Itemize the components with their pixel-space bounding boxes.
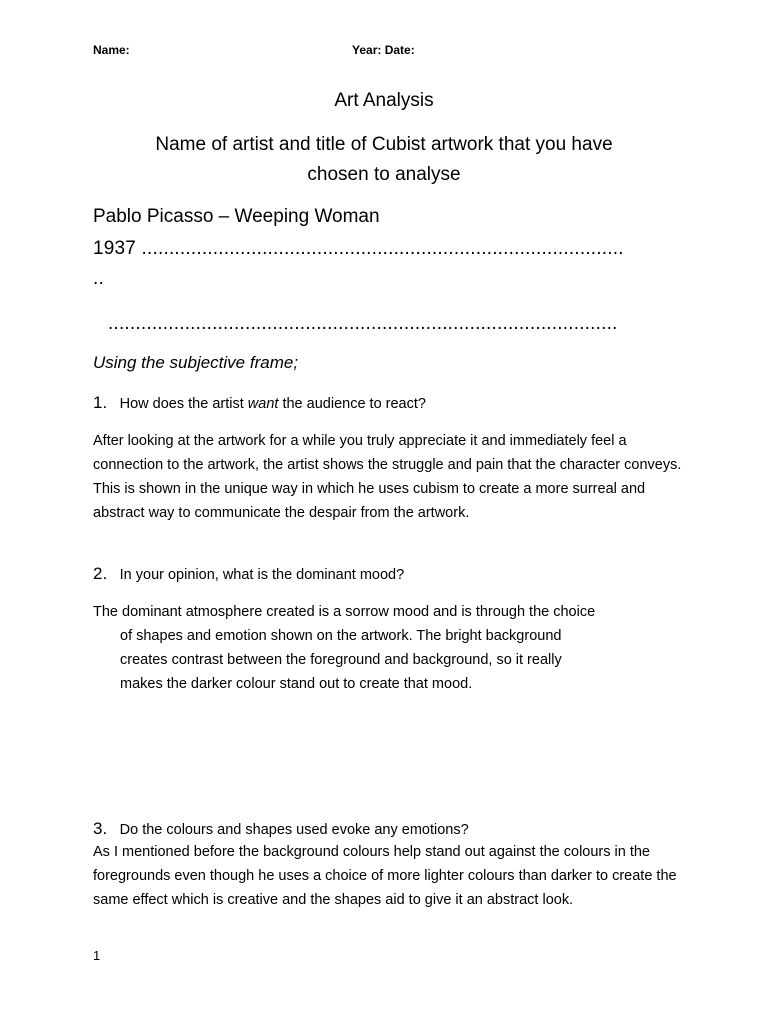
question-3 [93,819,469,839]
emphasis-word: want [247,396,279,412]
artwork-dots-line: ............................................................................................. [108,313,618,334]
page-title: Art Analysis [334,90,434,111]
year-date-label: Year: Date: [352,43,415,57]
name-label: Name: [93,43,130,57]
answer-line: The dominant atmosphere created is a sorrow mood and is through the choice [93,604,596,620]
question-number: 3. [93,819,108,838]
question-text: How does the artist want the audience to react? [119,396,426,412]
prompt-line-2: chosen to analyse [307,164,461,185]
artwork-year-line: 1937 ........................................................................................ [93,238,624,259]
question-2 [93,564,404,584]
page-number: 1 [93,948,101,963]
question-number: 2. [93,564,108,583]
frame-heading: Using the subjective frame; [93,353,299,372]
question-text: Do the colours and shapes used evoke any emotions? [119,822,469,838]
answer-line: makes the darker colour stand out to create that mood. [120,676,473,692]
answer-line: of shapes and emotion shown on the artwork. The bright background [120,628,562,644]
question-text: In your opinion, what is the dominant mood? [119,567,405,583]
answer-3: As I mentioned before the background colours help stand out against the colours in the foregrounds even though he uses a choice of more lighter colours than darker to create the same effect which is creative and the shapes aid to give it an abstract look. [93,844,677,908]
question-1 [93,393,426,413]
question-number: 1. [93,393,108,412]
artwork-dots-continued: .. [93,268,104,289]
answer-2 [93,600,693,696]
answer-line: creates contrast between the foreground and background, so it really [120,652,562,668]
prompt-line-1: Name of artist and title of Cubist artwork that you have [155,134,613,155]
answer-1: After looking at the artwork for a while you truly appreciate it and immediately feel a connection to the artwork, the artist shows the struggle and pain that the character conveys. This is shown in the unique way in which he uses cubism to create a more surreal and abstract way to communicate the despair from the artwork. [93,433,682,521]
artwork-title: Pablo Picasso – Weeping Woman [93,206,380,227]
